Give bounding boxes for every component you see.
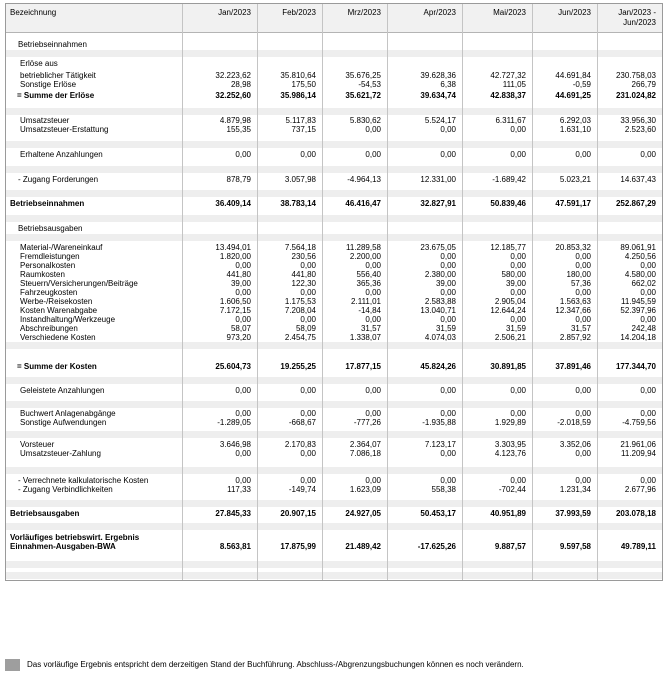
row-value: 0,00 xyxy=(365,288,381,297)
row-value: 57,36 xyxy=(570,279,591,288)
row-value: -2.018,59 xyxy=(557,418,591,427)
row-value: 122,30 xyxy=(291,279,316,288)
row-label: Betriebseinnahmen xyxy=(10,199,85,208)
row-value: 0,00 xyxy=(365,386,381,395)
row-label: Steuern/Versicherungen/Beiträge xyxy=(20,279,138,288)
row-label: Raumkosten xyxy=(20,270,65,279)
row-separator xyxy=(6,431,662,438)
row-value: 47.591,17 xyxy=(555,199,591,208)
table-row xyxy=(6,91,662,100)
row-separator xyxy=(6,166,662,173)
header-month-apr: Apr/2023 xyxy=(423,8,456,17)
row-value: 11.209,94 xyxy=(621,449,656,458)
row-value: -1.935,88 xyxy=(422,418,456,427)
row-value: 2.583,88 xyxy=(424,297,456,306)
row-value: 117,33 xyxy=(227,485,251,494)
row-label: - Verrechnete kalkulatorische Kosten xyxy=(18,476,149,485)
table-row xyxy=(6,288,662,297)
table-row xyxy=(6,386,662,395)
row-value: 0,00 xyxy=(365,150,381,159)
row-value: 0,00 xyxy=(235,288,251,297)
row-value: 155,35 xyxy=(226,125,251,134)
table-row xyxy=(6,306,662,315)
row-label: Fremdleistungen xyxy=(20,252,80,261)
table-row xyxy=(6,324,662,333)
row-value: 0,00 xyxy=(235,261,251,270)
row-value: 20.853,32 xyxy=(555,243,591,252)
row-value: 37.993,59 xyxy=(555,509,591,518)
table-row xyxy=(6,440,662,449)
row-value: 40.951,89 xyxy=(490,509,526,518)
row-separator xyxy=(6,141,662,148)
table-row xyxy=(6,485,662,494)
row-separator xyxy=(6,108,662,115)
row-value: 242,48 xyxy=(631,324,656,333)
row-value: 1.929,89 xyxy=(494,418,526,427)
row-value: 45.824,26 xyxy=(420,362,456,371)
row-label: Umsatzsteuer-Zahlung xyxy=(20,449,101,458)
row-value: 39.634,74 xyxy=(420,91,456,100)
row-value: 0,00 xyxy=(440,125,456,134)
row-value: 558,38 xyxy=(431,485,456,494)
row-value: -668,67 xyxy=(288,418,316,427)
row-value: -777,26 xyxy=(353,418,381,427)
row-value: -14,84 xyxy=(358,306,381,315)
row-value: 0,00 xyxy=(510,261,526,270)
row-value: 0,00 xyxy=(575,476,591,485)
row-label: = Summe der Kosten xyxy=(17,362,97,371)
table-row xyxy=(6,533,662,542)
row-value: 0,00 xyxy=(575,315,591,324)
row-value: 3.646,98 xyxy=(219,440,251,449)
row-value: 32.252,60 xyxy=(215,91,251,100)
row-value: 12.644,24 xyxy=(490,306,526,315)
row-value: 12.331,00 xyxy=(420,175,456,184)
table-row xyxy=(6,509,662,518)
row-separator xyxy=(6,234,662,241)
row-value: 39,00 xyxy=(505,279,526,288)
table-row xyxy=(6,476,662,485)
row-value: 4.879,98 xyxy=(219,116,251,125)
row-value: 6.292,03 xyxy=(559,116,591,125)
row-label: Betriebsausgaben xyxy=(18,224,83,233)
row-value: 44.691,84 xyxy=(555,71,591,80)
row-value: 27.845,33 xyxy=(215,509,251,518)
row-value: 2.364,07 xyxy=(349,440,381,449)
row-value: 0,00 xyxy=(300,449,316,458)
row-value: 1.231,34 xyxy=(559,485,591,494)
row-value: 4.074,03 xyxy=(424,333,456,342)
row-value: 33.956,30 xyxy=(620,116,656,125)
row-value: 5.830,62 xyxy=(349,116,381,125)
row-separator xyxy=(6,401,662,408)
row-value: 0,00 xyxy=(300,288,316,297)
table-row xyxy=(6,150,662,159)
row-value: 0,00 xyxy=(365,261,381,270)
table-row xyxy=(6,40,662,49)
table-row xyxy=(6,175,662,184)
row-value: 8.563,81 xyxy=(219,542,251,551)
row-separator xyxy=(6,215,662,222)
row-value: -0,59 xyxy=(572,80,591,89)
row-value: 231.024,82 xyxy=(615,91,656,100)
table-row xyxy=(6,362,662,371)
row-value: 58,09 xyxy=(295,324,316,333)
table-row xyxy=(6,80,662,89)
row-value: 5.117,83 xyxy=(285,116,316,125)
row-value: 52.397,96 xyxy=(620,306,656,315)
row-value: 7.564,18 xyxy=(284,243,316,252)
row-value: -17.625,26 xyxy=(417,542,456,551)
table-row xyxy=(6,270,662,279)
row-label: Instandhaltung/Werkzeuge xyxy=(20,315,116,324)
row-value: 14.204,18 xyxy=(620,333,656,342)
row-value: 180,00 xyxy=(566,270,591,279)
row-value: 0,00 xyxy=(235,476,251,485)
footer-note xyxy=(5,659,645,671)
table-row xyxy=(6,333,662,342)
row-value: 0,00 xyxy=(365,315,381,324)
header-month-jun: Jun/2023 xyxy=(558,8,591,17)
row-value: 1.631,10 xyxy=(559,125,591,134)
row-value: 0,00 xyxy=(575,449,591,458)
row-value: -1.289,05 xyxy=(217,418,251,427)
row-value: 203.078,18 xyxy=(615,509,656,518)
row-value: 2.523,60 xyxy=(624,125,656,134)
table-row xyxy=(6,449,662,458)
row-value: 12.185,77 xyxy=(490,243,526,252)
table-row xyxy=(6,252,662,261)
row-value: 11.945,59 xyxy=(621,297,656,306)
row-value: 14.637,43 xyxy=(620,175,656,184)
row-value: 3.057,98 xyxy=(284,175,316,184)
row-value: 0,00 xyxy=(575,386,591,395)
row-value: -149,74 xyxy=(288,485,316,494)
row-separator xyxy=(6,467,662,474)
table-row xyxy=(6,418,662,427)
row-value: 177.344,70 xyxy=(615,362,656,371)
table-row xyxy=(6,542,662,551)
row-value: 0,00 xyxy=(575,252,591,261)
row-separator xyxy=(6,523,662,530)
row-value: 441,80 xyxy=(226,270,251,279)
row-value: 31,59 xyxy=(435,324,456,333)
row-value: 0,00 xyxy=(640,288,656,297)
row-value: 39.628,36 xyxy=(420,71,456,80)
row-value: 30.891,85 xyxy=(490,362,526,371)
row-value: 0,00 xyxy=(235,150,251,159)
row-label: Erlöse aus xyxy=(20,59,58,68)
header-month-jan: Jan/2023 xyxy=(218,8,251,17)
row-value: 0,00 xyxy=(235,409,251,418)
row-value: 5.023,21 xyxy=(559,175,591,184)
header-label: Bezeichnung xyxy=(10,8,57,17)
row-value: -54,53 xyxy=(358,80,381,89)
row-value: 878,79 xyxy=(226,175,251,184)
row-separator xyxy=(6,500,662,507)
row-value: 0,00 xyxy=(640,476,656,485)
row-value: 0,00 xyxy=(440,409,456,418)
row-value: 6.311,67 xyxy=(495,116,526,125)
row-separator xyxy=(6,50,662,57)
header-total-line2: Jun/2023 xyxy=(623,18,656,27)
row-value: 0,00 xyxy=(575,150,591,159)
row-label: Einnahmen-Ausgaben-BWA xyxy=(10,542,116,551)
row-value: 32.827,91 xyxy=(420,199,456,208)
row-value: 737,15 xyxy=(291,125,316,134)
row-label: Vorläufiges betriebswirt. Ergebnis xyxy=(10,533,140,542)
header-month-mrz: Mrz/2023 xyxy=(347,8,381,17)
row-value: 2.677,96 xyxy=(624,485,656,494)
row-value: 50.839,46 xyxy=(490,199,526,208)
row-value: 39,00 xyxy=(435,279,456,288)
row-label: Erhaltene Anzahlungen xyxy=(20,150,103,159)
row-value: 4.123,76 xyxy=(494,449,526,458)
row-value: 58,07 xyxy=(230,324,251,333)
row-value: 21.961,06 xyxy=(620,440,656,449)
row-label: Fahrzeugkosten xyxy=(20,288,78,297)
row-value: 17.877,15 xyxy=(345,362,381,371)
row-label: - Zugang Verbindlichkeiten xyxy=(18,485,113,494)
row-value: 2.170,83 xyxy=(284,440,316,449)
row-value: 0,00 xyxy=(440,315,456,324)
table-row xyxy=(6,71,662,80)
row-value: 662,02 xyxy=(631,279,656,288)
row-value: 0,00 xyxy=(440,150,456,159)
row-value: 21.489,42 xyxy=(345,542,381,551)
row-value: 0,00 xyxy=(510,252,526,261)
row-value: 0,00 xyxy=(235,315,251,324)
row-value: 1.338,07 xyxy=(349,333,381,342)
table-row xyxy=(6,297,662,306)
row-value: 0,00 xyxy=(640,261,656,270)
row-value: 50.453,17 xyxy=(420,509,456,518)
header-total-line1: Jan/2023 - xyxy=(618,8,656,17)
row-value: 0,00 xyxy=(510,150,526,159)
row-label: Umsatzsteuer xyxy=(20,116,70,125)
row-label: Umsatzsteuer-Erstattung xyxy=(20,125,109,134)
row-value: 0,00 xyxy=(575,288,591,297)
row-value: 0,00 xyxy=(300,261,316,270)
row-value: 36.409,14 xyxy=(215,199,251,208)
table-row xyxy=(6,59,662,68)
row-label: Buchwert Anlagenabgänge xyxy=(20,409,116,418)
row-value: 0,00 xyxy=(510,125,526,134)
row-label: Sonstige Aufwendungen xyxy=(20,418,107,427)
row-value: 0,00 xyxy=(640,409,656,418)
table-row xyxy=(6,261,662,270)
table-row xyxy=(6,279,662,288)
row-value: 175,50 xyxy=(291,80,316,89)
row-value: 0,00 xyxy=(300,315,316,324)
row-label: Abschreibungen xyxy=(20,324,78,333)
row-value: 1.175,53 xyxy=(284,297,316,306)
row-value: -4.964,13 xyxy=(347,175,381,184)
row-value: 49.789,11 xyxy=(620,542,656,551)
row-value: 0,00 xyxy=(440,386,456,395)
row-value: 0,00 xyxy=(440,288,456,297)
row-value: 35.810,64 xyxy=(280,71,316,80)
row-label: Betriebsausgaben xyxy=(10,509,80,518)
row-value: -1.689,42 xyxy=(492,175,526,184)
row-value: 32.223,62 xyxy=(215,71,251,80)
row-value: 0,00 xyxy=(300,150,316,159)
row-value: 0,00 xyxy=(300,476,316,485)
row-value: 0,00 xyxy=(640,150,656,159)
row-value: 441,80 xyxy=(291,270,316,279)
row-value: 9.887,57 xyxy=(494,542,526,551)
row-value: 2.111,01 xyxy=(351,297,381,306)
row-value: 35.676,25 xyxy=(345,71,381,80)
row-value: 2.200,00 xyxy=(349,252,381,261)
row-value: 230,56 xyxy=(291,252,316,261)
row-value: 2.454,75 xyxy=(284,333,316,342)
row-value: 0,00 xyxy=(640,315,656,324)
row-value: 0,00 xyxy=(365,476,381,485)
row-value: 0,00 xyxy=(365,409,381,418)
row-value: 0,00 xyxy=(640,386,656,395)
row-value: 973,20 xyxy=(226,333,251,342)
row-separator xyxy=(6,572,662,579)
row-value: 12.347,66 xyxy=(555,306,591,315)
row-value: -4.759,56 xyxy=(622,418,656,427)
row-value: 31,59 xyxy=(505,324,526,333)
row-value: 19.255,25 xyxy=(280,362,316,371)
row-value: 7.123,17 xyxy=(424,440,456,449)
row-value: 556,40 xyxy=(356,270,381,279)
row-value: 2.857,92 xyxy=(559,333,591,342)
row-value: 13.494,01 xyxy=(215,243,251,252)
row-value: 9.597,58 xyxy=(559,542,591,551)
row-value: 38.783,14 xyxy=(280,199,316,208)
row-value: 1.563,63 xyxy=(559,297,591,306)
row-value: 7.086,18 xyxy=(349,449,381,458)
row-value: 230.758,03 xyxy=(615,71,656,80)
row-value: 6,38 xyxy=(440,80,456,89)
row-value: 0,00 xyxy=(440,449,456,458)
row-value: 44.691,25 xyxy=(555,91,591,100)
row-value: 1.820,00 xyxy=(219,252,251,261)
row-value: 2.380,00 xyxy=(424,270,456,279)
row-value: 0,00 xyxy=(235,386,251,395)
row-value: 111,05 xyxy=(502,80,526,89)
row-label: - Zugang Forderungen xyxy=(18,175,99,184)
row-label: Kosten Warenabgabe xyxy=(20,306,98,315)
row-value: 1.606,50 xyxy=(219,297,251,306)
row-value: 252.867,29 xyxy=(615,199,656,208)
row-value: 3.303,95 xyxy=(494,440,526,449)
row-label: Sonstige Erlöse xyxy=(20,80,77,89)
row-value: 0,00 xyxy=(510,288,526,297)
row-value: 46.416,47 xyxy=(345,199,381,208)
row-value: 31,57 xyxy=(570,324,591,333)
row-value: 20.907,15 xyxy=(280,509,316,518)
row-value: 28,98 xyxy=(230,80,251,89)
row-value: 13.040,71 xyxy=(420,306,456,315)
row-separator xyxy=(6,342,662,349)
row-value: 266,79 xyxy=(631,80,656,89)
row-value: 42.727,32 xyxy=(490,71,526,80)
row-value: 5.524,17 xyxy=(424,116,456,125)
row-value: 0,00 xyxy=(510,476,526,485)
row-value: 0,00 xyxy=(440,261,456,270)
row-value: 0,00 xyxy=(575,409,591,418)
row-value: 2.506,21 xyxy=(494,333,526,342)
row-label: Material-/Wareneinkauf xyxy=(20,243,103,252)
row-label: betrieblicher Tätigkeit xyxy=(20,71,96,80)
row-value: 89.061,91 xyxy=(620,243,656,252)
row-value: -702,44 xyxy=(498,485,526,494)
row-value: 24.927,05 xyxy=(345,509,381,518)
row-value: 0,00 xyxy=(440,476,456,485)
row-value: 37.891,46 xyxy=(555,362,591,371)
row-value: 0,00 xyxy=(300,409,316,418)
row-separator xyxy=(6,190,662,197)
row-label: Geleistete Anzahlungen xyxy=(20,386,105,395)
row-value: 23.675,05 xyxy=(420,243,456,252)
row-value: 0,00 xyxy=(575,261,591,270)
row-value: 25.604,73 xyxy=(215,362,251,371)
info-icon xyxy=(5,659,20,671)
table-row xyxy=(6,315,662,324)
row-value: 4.250,56 xyxy=(624,252,656,261)
row-value: 365,36 xyxy=(356,279,381,288)
table-row xyxy=(6,224,662,233)
row-value: 0,00 xyxy=(235,449,251,458)
row-separator xyxy=(6,377,662,384)
row-separator xyxy=(6,561,662,568)
row-value: 0,00 xyxy=(440,252,456,261)
row-value: 580,00 xyxy=(501,270,526,279)
row-value: 2.905,04 xyxy=(494,297,526,306)
row-label: Werbe-/Reisekosten xyxy=(20,297,93,306)
bwa-table xyxy=(5,3,663,581)
row-label: Vorsteuer xyxy=(20,440,55,449)
row-value: 17.875,99 xyxy=(280,542,316,551)
row-value: 31,57 xyxy=(360,324,381,333)
row-value: 35.621,72 xyxy=(345,91,381,100)
row-value: 39,00 xyxy=(230,279,251,288)
row-value: 11.289,58 xyxy=(346,243,381,252)
table-row xyxy=(6,125,662,134)
footer-text: Das vorläufige Ergebnis entspricht dem derzeitigen Stand der Buchführung. Abschluss-/Abgrenzungsbuchungen können es noch verändern. xyxy=(27,660,524,669)
table-row xyxy=(6,199,662,208)
row-value: 4.580,00 xyxy=(624,270,656,279)
row-value: 3.352,06 xyxy=(559,440,591,449)
header-month-feb: Feb/2023 xyxy=(282,8,316,17)
table-row xyxy=(6,116,662,125)
row-value: 35.986,14 xyxy=(280,91,316,100)
row-value: 42.838,37 xyxy=(490,91,526,100)
row-value: 0,00 xyxy=(510,386,526,395)
row-value: 0,00 xyxy=(365,125,381,134)
row-label: Personalkosten xyxy=(20,261,76,270)
row-label: = Summe der Erlöse xyxy=(17,91,95,100)
table-row xyxy=(6,409,662,418)
row-value: 0,00 xyxy=(510,409,526,418)
row-value: 7.208,04 xyxy=(284,306,316,315)
row-label: Verschiedene Kosten xyxy=(20,333,96,342)
table-row xyxy=(6,243,662,252)
header-month-mai: Mai/2023 xyxy=(493,8,526,17)
row-value: 7.172,15 xyxy=(219,306,251,315)
row-value: 0,00 xyxy=(300,386,316,395)
row-value: 1.623,09 xyxy=(349,485,381,494)
row-value: 0,00 xyxy=(510,315,526,324)
row-label: Betriebseinnahmen xyxy=(18,40,87,49)
